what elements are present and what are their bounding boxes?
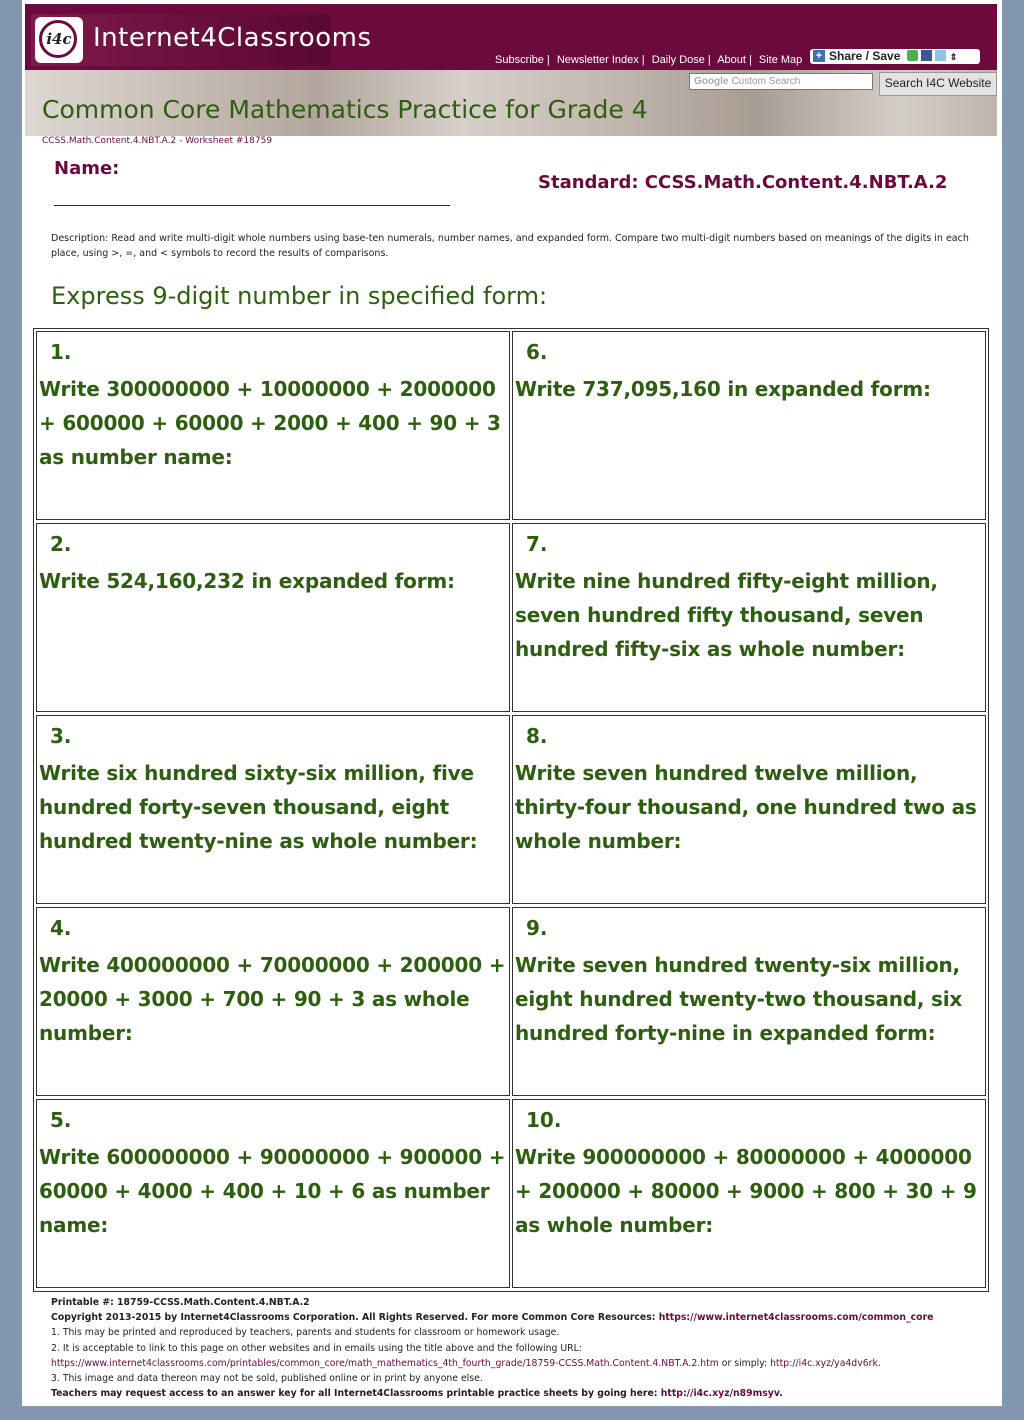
nav-subscribe[interactable]: Subscribe <box>495 54 544 66</box>
problem-number: 3. <box>50 724 72 748</box>
nav-site-map[interactable]: Site Map <box>758 54 803 66</box>
problem-cell-9 <box>512 907 986 1096</box>
name-line <box>54 205 450 206</box>
problem-text: Write 300000000 + 10000000 + 2000000 + 600000 + 60000 + 2000 + 400 + 90 + 3 as number name: <box>39 377 501 469</box>
problem-text: Write seven hundred twenty-six million, eight hundred twenty-two thousand, six hundred forty-nine in expanded form: <box>515 953 963 1045</box>
share-save-button[interactable]: + Share / Save ⇕ <box>810 49 980 64</box>
worksheet-id: CCSS.Math.Content.4.NBT.A.2 - Worksheet #18759 <box>42 136 273 146</box>
nav-daily-dose[interactable]: Daily Dose <box>651 54 705 66</box>
problem-number: 7. <box>526 532 548 556</box>
problem-number: 9. <box>526 916 548 940</box>
problem-cell-4 <box>36 907 510 1096</box>
problem-cell-8 <box>512 715 986 904</box>
description: Description: Read and write multi-digit whole numbers using base-ten numerals, number names, and expanded form. Compare two multi-digit numbers based on meanings of the digits in each place, using >, =, and < symbols to record the results of comparisons. <box>51 233 969 259</box>
worksheet-url-link[interactable]: https://www.internet4classrooms.com/printables/common_core/math_mathematics_4th_fourth_grade/18759-CCSS.Math.Content.4.NBT.A.2.htm <box>51 1357 719 1369</box>
nav-newsletter-index[interactable]: Newsletter Index <box>556 54 639 66</box>
problem-number: 2. <box>50 532 72 556</box>
page-title: Common Core Mathematics Practice for Grade 4 <box>42 95 648 124</box>
problem-cell-3 <box>36 715 510 904</box>
footer <box>51 1295 996 1401</box>
footer-note-1: 1. This may be printed and reproduced by teachers, parents and students for classroom or homework usage. <box>51 1327 560 1339</box>
problem-cell-2 <box>36 523 510 712</box>
twitter-icon <box>935 50 946 61</box>
instruction: Express 9-digit number in specified form: <box>51 282 548 310</box>
problem-text: Write nine hundred fifty-eight million, seven hundred fifty thousand, seven hundred fifty-six as whole number: <box>515 569 938 661</box>
standard-label: Standard: CCSS.Math.Content.4.NBT.A.2 <box>538 172 948 193</box>
facebook-icon <box>921 50 932 61</box>
search-button[interactable]: Search I4C Website <box>879 72 997 96</box>
answer-key-link[interactable]: http://i4c.xyz/n89msyv <box>660 1388 780 1400</box>
problem-text: Write 737,095,160 in expanded form: <box>515 377 931 401</box>
top-nav: Subscribe | Newsletter Index | Daily Dose | About | Site Map <box>495 54 803 66</box>
copyright: Copyright 2013-2015 by Internet4Classrooms Corporation. All Rights Reserved. For more Common Core Resources: https://www.internet4classrooms.com/common_core <box>51 1312 934 1324</box>
problem-number: 4. <box>50 916 72 940</box>
nav-about[interactable]: About <box>717 54 746 66</box>
worksheet-page <box>22 0 1002 1406</box>
problem-text: Write 524,160,232 in expanded form: <box>39 569 455 593</box>
share-icon <box>907 50 918 61</box>
search-input[interactable]: Google Custom Search <box>689 73 873 90</box>
problem-number: 8. <box>526 724 548 748</box>
footer-note-2-urls: https://www.internet4classrooms.com/printables/common_core/math_mathematics_4th_fourth_grade/18759-CCSS.Math.Content.4.NBT.A.2.htm or simply: http://i4c.xyz/ya4dv6rk. <box>51 1357 881 1369</box>
site-logo[interactable] <box>31 14 372 66</box>
problems-grid <box>33 328 989 1292</box>
short-url-link[interactable]: http://i4c.xyz/ya4dv6rk <box>770 1357 878 1369</box>
common-core-link[interactable]: https://www.internet4classrooms.com/common_core <box>658 1312 934 1324</box>
google-logo: Google <box>694 76 729 87</box>
site-header <box>25 4 997 70</box>
i4c-logo-icon: i4c <box>35 17 83 63</box>
problem-text: Write 400000000 + 70000000 + 200000 + 20000 + 3000 + 700 + 90 + 3 as whole number: <box>39 953 506 1045</box>
problem-number: 1. <box>50 340 72 364</box>
footer-note-3: 3. This image and data thereon may not be sold, published online or in print by anyone else. <box>51 1373 483 1385</box>
logo-text: Internet4Classrooms <box>93 23 372 53</box>
problem-number: 6. <box>526 340 548 364</box>
problem-number: 5. <box>50 1108 72 1132</box>
problem-cell-5 <box>36 1099 510 1288</box>
printable-number: Printable #: 18759-CCSS.Math.Content.4.NBT.A.2 <box>51 1297 310 1308</box>
problem-text: Write 900000000 + 80000000 + 4000000 + 200000 + 80000 + 9000 + 800 + 30 + 9 as whole number: <box>515 1145 977 1237</box>
problem-text: Write seven hundred twelve million, thirty-four thousand, one hundred two as whole number: <box>515 761 977 853</box>
problem-text: Write 600000000 + 90000000 + 900000 + 60000 + 4000 + 400 + 10 + 6 as number name: <box>39 1145 506 1237</box>
problem-cell-6 <box>512 331 986 520</box>
plus-icon: + <box>813 50 825 62</box>
problem-cell-1 <box>36 331 510 520</box>
footer-note-2: 2. It is acceptable to link to this page on other websites and in emails using the title above and the following URL: <box>51 1342 582 1354</box>
name-label: Name: <box>54 158 120 179</box>
problem-cell-7 <box>512 523 986 712</box>
problem-text: Write six hundred sixty-six million, five hundred forty-seven thousand, eight hundred twenty-nine as whole number: <box>39 761 478 853</box>
answer-key-note: Teachers may request access to an answer key for all Internet4Classrooms printable practice sheets by going here: http://i4c.xyz/n89msyv. <box>51 1388 783 1400</box>
problem-cell-10 <box>512 1099 986 1288</box>
chevron-updown-icon: ⇕ <box>949 52 958 62</box>
problem-number: 10. <box>526 1108 562 1132</box>
